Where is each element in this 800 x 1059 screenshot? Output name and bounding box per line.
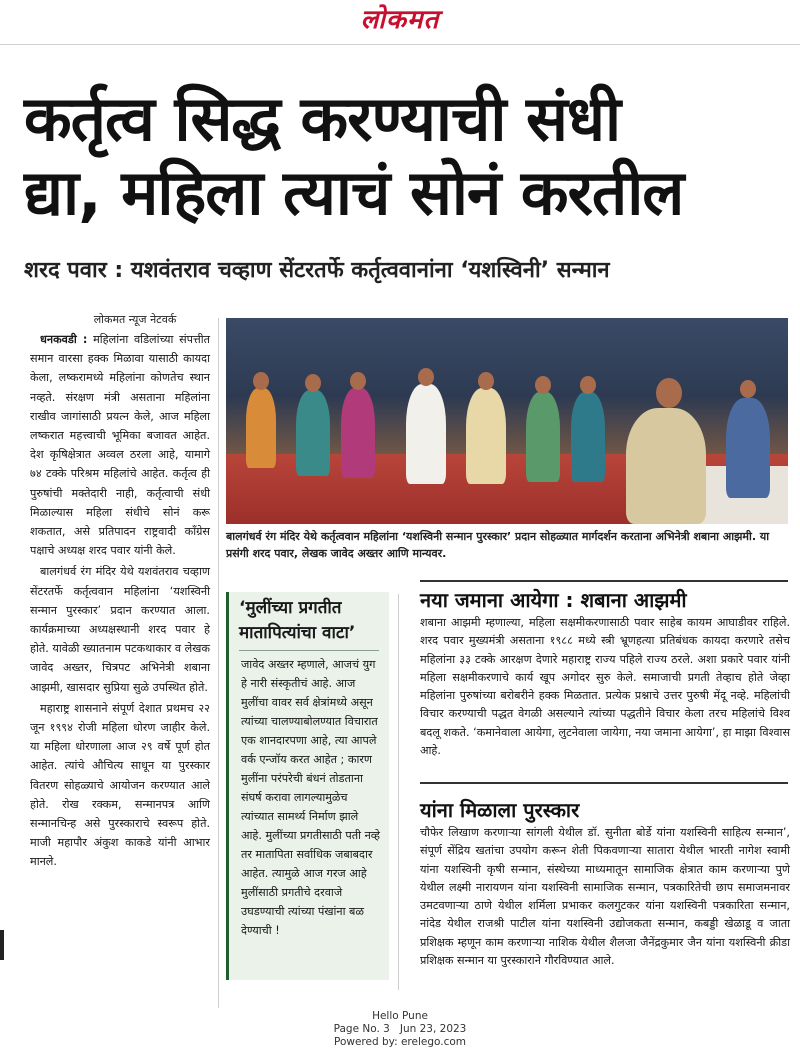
masthead-logo: लोकमत (360, 5, 440, 35)
photo-person-head (253, 372, 269, 390)
footer-page-date: Page No. 3 Jun 23, 2023 (333, 1023, 467, 1035)
page-edge-mark (0, 930, 4, 960)
photo-caption: बालगंधर्व रंग मंदिर येथे कर्तृत्ववान महिलांना ‘यशस्विनी सन्मान पुरस्कार’ प्रदान सोहळ्यात मार्गदर्शन करताना अभिनेत्री शबाना आझमी. या प्रसंगी शरद पवार, लेखक जावेद अख्तर आणि मान्यवर. (226, 530, 770, 560)
headline (24, 82, 784, 230)
photo-person-head (350, 372, 366, 390)
article-paragraph-1: धनकवडी : महिलांना वडिलांच्या संपत्तीत समान वारसा हक्क मिळावा यासाठी कायदा केला, लष्करामध्ये महिलांना कोणतेच स्थान नव्हते. संरक्षण मंत्री असताना महिलांना राखीव जागांसाठी प्रयत्न केले, आज महिला लष्करात महत्त्वाची भूमिका बजावत आहेत. देश कृषिक्षेत्रात अव्वल ठरला आहे, यामागे ७४ टक्के परिश्रम महिलांचे आहेत. कर्तृत्व ही पुरुषांची मक्तेदारी नाही, कर्तृत्वाची संधी मिळाल्यास महिला संधीचे सोनं करू शकतात, असे प्रतिपादन राष्ट्रवादी कॉंग्रेस पक्षाचे अध्यक्ष शरद पवार यांनी केले. (30, 333, 211, 558)
photo-person-head (535, 376, 551, 394)
section-divider (420, 782, 788, 784)
header-divider (0, 44, 800, 45)
sidebar-box-body: जावेद अख्तर म्हणाले, आजचं युग हे नारी संस्कृतीचं आहे. आज मुलींचा वावर सर्व क्षेत्रांमध्ये असून त्यांच्या चालण्याबोलण्यात विचारात एक शानदारपणा आहे, त्या आपले वर्क एन्जॉय करत आहेत ; कारण मुलींना परंपरेची बंधनं तोडताना संघर्ष करावा लागल्यामुळेच त्यांच्यात सामर्थ्य निर्माण झाले आहे. मुलींच्या प्रगतीसाठी पती नव्हे तर मातापिता सर्वाधिक जबाबदार आहेत. त्यामुळे आज गरज आहे मुलींसाठी प्रगतीचे दरवाजे उघडण्याची त्यांच्या पंखांना बळ देण्याची ! (241, 658, 380, 937)
sidebar-quote-box (226, 592, 389, 980)
article-paragraph-3: महाराष्ट्र शासनाने संपूर्ण देशात प्रथमच २२ जून १९९४ रोजी महिला धोरण जाहीर केले. या महिला धोरणाला आज २९ वर्षे पूर्ण होत आहेत. त्यांचे औचित्य साधून या पुरस्कार वितरण सोहळ्याचे आयोजन करण्यात आले होते. रोख रक्कम, सन्मानपत्र आणि सन्मानचिन्ह असे पुरस्काराचे स्वरूप होते. माजी महापौर अंकुश काकडे यांनी आभार मानले. (30, 701, 210, 869)
photo-person (571, 392, 605, 482)
section-divider (420, 580, 788, 582)
page-footer (0, 1010, 800, 1049)
headline-line-1: कर्तृत्व सिद्ध करण्याची संधी (24, 82, 621, 155)
section-title-awards: यांना मिळाला पुरस्कार (420, 798, 580, 822)
dateline: धनकवडी : (40, 333, 88, 346)
subheadline: शरद पवार : यशवंतराव चव्हाण सेंटरतर्फे कर्तृत्ववानांना ‘यशस्विनी’ सन्मान (24, 258, 610, 283)
byline: लोकमत न्यूज नेटवर्क (93, 313, 177, 326)
photo-person (406, 384, 446, 484)
photo-person-head (418, 368, 434, 386)
photo-person (341, 388, 375, 478)
photo-person-head (740, 380, 756, 398)
footer-edition: Hello Pune (372, 1010, 428, 1022)
event-photo (226, 318, 788, 524)
photo-person-head (656, 378, 682, 408)
photo-person-head (305, 374, 321, 392)
photo-person (526, 392, 560, 482)
photo-person (466, 388, 506, 484)
photo-person-head (580, 376, 596, 394)
column-divider-2 (398, 594, 399, 990)
photo-person (246, 388, 276, 468)
photo-person (726, 398, 770, 498)
sidebar-box-title: ‘मुलींच्या प्रगतीत मातापित्यांचा वाटा’ (239, 596, 379, 651)
headline-line-2: द्या, महिला त्याचं सोनं करतील (24, 156, 684, 229)
column-divider (218, 318, 219, 1008)
photo-person-head (478, 372, 494, 390)
section-body-awards: चौफेर लिखाण करणाऱ्या सांगली येथील डॉ. सुनीता बोर्डे यांना यशस्विनी साहित्य सन्मान’, संपूर्ण सेंद्रिय खतांचा उपयोग करून शेती पिकवणाऱ्या सातारा येथील भारती नागेश स्वामी यांना यशस्विनी कृषी सन्मान, संस्थेच्या माध्यमातून सामाजिक क्षेत्रात काम करणाऱ्या पुणे येथील लक्ष्मी नारायणन यांना यशस्विनी सामाजिक सन्मान, पत्रकारितेची छाप समाजमनावर उमटवणाऱ्या ठाणे येथील शर्मिला प्रभाकर कलगुटकर यांना यशस्विनी पत्रकारिता सन्मान, नांदेड येथील राजश्री पाटील यांना यशस्विनी उद्योजकता सन्मान, कबड्डी खेळाडू व जाता प्रशिक्षक म्हणून काम करणाऱ्या नाशिक येथील शैलजा जैनेंद्रकुमार जैन यांना यशस्विनी क्रीडा प्रशिक्षक सन्मान या पुरस्काराने गौरविण्यात आले. (420, 826, 790, 968)
footer-powered-by: Powered by: erelego.com (333, 1036, 467, 1048)
section-body-shabana: शबाना आझमी म्हणाल्या, महिला सक्षमीकरणासाठी पवार साहेब कायम आघाडीवर राहिले. शरद पवार मुख्यमंत्री असताना १९८८ मध्ये स्त्री भ्रूणहत्या प्रतिबंधक कायदा करणारे तसेच महिलांना ३३ टक्के आरक्षण देणारे महाराष्ट्र राज्य पहिले राज्य ठरले. अशा प्रकारे पवार यांनी महिला सक्षमीकरणाचे कार्य खूप अगोदर सुरु केले. समाजाची प्रगती तेव्हाच होते जेव्हा महिलांना पुरुषांच्या बरोबरीने हक्क मिळतात. प्रत्येक प्रश्नाचे उत्तर पुरुषी मेंदू नव्हे. महिलांची विचार करण्याची पद्धत वेगळी असल्याने त्यांच्या पद्धतीने विचार केला तरच महिलांचे विश्व बदलू शकते. ‘कमानेवाला आयेगा, लुटनेवाला जायेगा, नया जमाना आयेगा’, हा माझा विश्वास आहे. (420, 616, 791, 758)
left-article-column (30, 330, 210, 874)
photo-person (626, 408, 706, 524)
article-paragraph-2: बालगंधर्व रंग मंदिर येथे यशवंतराव चव्हाण सेंटरतर्फे कर्तृत्ववान महिलांना ‘यशस्विनी सन्मान पुरस्कार’ प्रदान करण्यात आला. कार्यक्रमाच्या अध्यक्षस्थानी शरद पवार हे होते. यावेळी ख्यातनाम पटकथाकार व लेखक जावेद अख्तर, चित्रपट अभिनेत्री शबाना आझमी, खासदार सुप्रिया सुळे उपस्थित होते. (30, 565, 210, 694)
photo-person (296, 390, 330, 476)
section-title-shabana: नया जमाना आयेगा : शबाना आझमी (420, 588, 687, 612)
